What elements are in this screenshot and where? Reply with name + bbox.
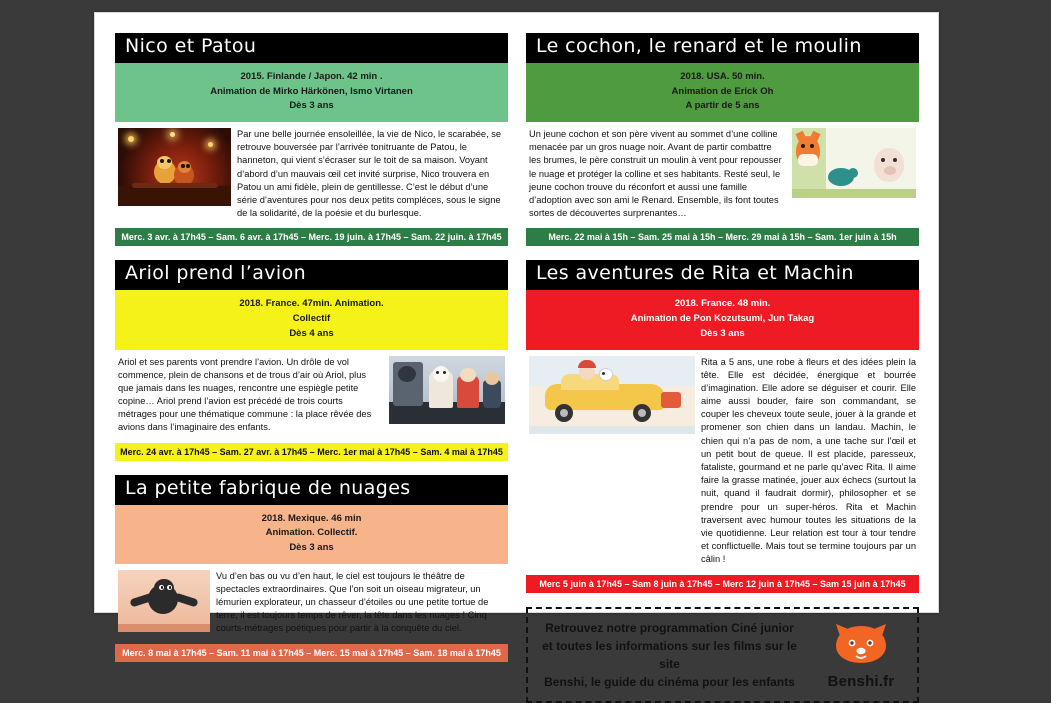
film-credits: [115, 505, 508, 564]
film-screening-dates: Merc. 3 avr. à 17h45 – Sam. 6 avr. à 17h45 – Merc. 19 juin. à 17h45 – Sam. 22 juin. à 17h45: [115, 228, 508, 246]
film-body: [526, 122, 919, 224]
film-body: [115, 122, 508, 224]
film-card-la-petite-fabrique-de-nuages: [115, 475, 508, 662]
promo-line: Benshi, le guide du cinéma pour les enfants: [544, 674, 795, 689]
film-credit-line: Collectif: [292, 313, 331, 325]
film-credit-line: 2018. Mexique. 46 min: [261, 512, 362, 524]
film-title: La petite fabrique de nuages: [115, 475, 508, 505]
film-credits: [115, 290, 508, 349]
film-screening-dates: Merc. 22 mai à 15h – Sam. 25 mai à 15h – Merc. 29 mai à 15h – Sam. 1er juin à 15h: [526, 228, 919, 246]
film-credits: [526, 290, 919, 349]
film-synopsis: Par une belle journée ensoleillée, la vie de Nico, le scarabée, se retrouve bouversée par l’arrivée tonitruante de Patou, le hanneton, qui vient s’écraser sur le toit de sa maison. Voyant d’abord d’un mauvais œil cet invité surprise, Nico trouvera en Patou un ami fidèle, plein de gentillesse. C’est le début d’une série d’aventures pour nos deux petits compléces, sous le signe de la solidarité, de la poésie et du burlesque.: [237, 129, 502, 219]
film-credit-line: Animation de Mirko Härkönen, Ismo Virtanen: [210, 85, 413, 97]
le-cochon-le-renard-still: [792, 128, 916, 198]
left-column: [115, 33, 508, 703]
film-credit-line: 2018. France. 48 min.: [674, 298, 771, 310]
film-synopsis: Vu d’en bas ou vu d’en haut, le ciel est toujours le théâtre de spectacles extraordinaires. Que l’on soit un oiseau migrateur, un lémurien explorateur, un chasseur d’étoiles ou une petite tortue de terre, il est toujours temps de rêver, la tête dans les nuages ! Cinq courts-métrages poétiques pour partir à la conquête du ciel.: [216, 570, 489, 634]
programme-page: [94, 12, 939, 690]
film-card-les-aventures-de-rita-et-machin: [526, 260, 919, 592]
film-title: Ariol prend l’avion: [115, 260, 508, 290]
film-credit-line: Dès 3 ans: [700, 327, 745, 339]
film-credit-line: 2018. France. 47min. Animation.: [239, 298, 384, 310]
fox-logo-icon: [830, 620, 892, 666]
film-body: [115, 350, 508, 439]
film-credit-line: A partir de 5 ans: [685, 100, 760, 112]
film-title: Nico et Patou: [115, 33, 508, 63]
film-credit-line: 2015. Finlande / Japon. 42 min .: [240, 70, 383, 82]
nico-et-patou-still: [118, 128, 231, 206]
benshi-promo-box: [526, 607, 919, 703]
benshi-logo[interactable]: [813, 620, 909, 690]
film-credit-line: Animation de Erick Oh: [671, 85, 774, 97]
film-credit-line: Animation de Pon Kozutsumi, Jun Takag: [630, 313, 815, 325]
film-credit-line: Dès 4 ans: [289, 327, 334, 339]
petite-fabrique-de-nuages-still: [118, 570, 210, 632]
film-credit-line: Dès 3 ans: [289, 542, 334, 553]
promo-line: et toutes les informations sur les films sur le site: [542, 638, 797, 671]
promo-line: Retrouvez notre programmation Ciné junior: [545, 620, 794, 635]
film-title: Les aventures de Rita et Machin: [526, 260, 919, 290]
film-body: [115, 564, 508, 640]
film-title: Le cochon, le renard et le moulin: [526, 33, 919, 63]
film-screening-dates: Merc. 8 mai à 17h45 – Sam. 11 mai à 17h45 – Merc. 15 mai à 17h45 – Sam. 18 mai à 17h45: [115, 644, 508, 662]
two-column-layout: [115, 33, 920, 703]
film-credit-line: Animation. Collectif.: [265, 527, 358, 539]
film-card-le-cochon-le-renard-et-le-moulin: [526, 33, 919, 246]
benshi-logo-label: Benshi.fr: [827, 672, 895, 690]
film-card-ariol-prend-lavion: [115, 260, 508, 460]
ariol-prend-lavion-still: [389, 356, 505, 424]
film-synopsis: Rita a 5 ans, une robe à fleurs et des idées plein la tête. Elle est décidée, énergique et bourrée d’imagination. Elle adore se déguiser et courir. Elle aime aussi bouder, faire son commandant, se couper les cheveux toute seule, jouer à la grande et promener son chien dans un landau. Machin, le chien qui n’a pas de nom, a une tache sur l’œil et un petit bout de queue. Il est placide, paresseux, fataliste, gourmand et ne parle qu’avec Rita. Il aime faire la grasse matinée, jouer aux échecs (surtout la nuit, quand il faudrait dormir), philosopher et se prendre pour un super-héros. Rita et Machin traversent avec humour toutes les situations de la vie quotidienne. Leur relation est tour à tour tendre et conflictuelle. Mais tout se termine toujours par un câlin !: [701, 356, 916, 565]
film-screening-dates: Merc 5 juin à 17h45 – Sam 8 juin à 17h45 – Merc 12 juin à 17h45 – Sam 15 juin à 17h45: [526, 575, 919, 593]
film-card-nico-et-patou: [115, 33, 508, 246]
rita-et-machin-still: [529, 356, 695, 434]
film-credit-line: Dès 3 ans: [289, 100, 334, 112]
film-body: [526, 350, 919, 571]
right-column: [526, 33, 919, 703]
film-credits: [115, 63, 508, 122]
film-screening-dates: Merc. 24 avr. à 17h45 – Sam. 27 avr. à 17h45 – Merc. 1er mai à 17h45 – Sam. 4 mai à 17h45: [115, 443, 508, 461]
film-credit-line: 2018. USA. 50 min.: [680, 70, 765, 82]
film-synopsis: Ariol et ses parents vont prendre l’avion. Un drôle de vol commence, plein de chansons et de trous d’air où Ariol, plus que jamais dans les nuages, rencontre une espiègle petite copine… Ariol prend l’avion est précédé de trois courts métrages pour une thématique commune : la place rêvée des avions dans l’imaginaire des enfants.: [118, 356, 372, 433]
promo-text: [536, 619, 803, 691]
film-credits: [526, 63, 919, 122]
film-synopsis: Un jeune cochon et son père vivent au sommet d’une colline menacée par un gros nuage noir. Avant de partir combattre les brumes, le père construit un moulin à vent pour repousser le nuage et protéger la colline et ses habitants. Resté seul, le jeune cochon trouve du réconfort et aussi une famille d’adoption avec son ami le Renard. Ensemble, ils font toutes sortes de découvertes surprenantes…: [529, 129, 782, 219]
